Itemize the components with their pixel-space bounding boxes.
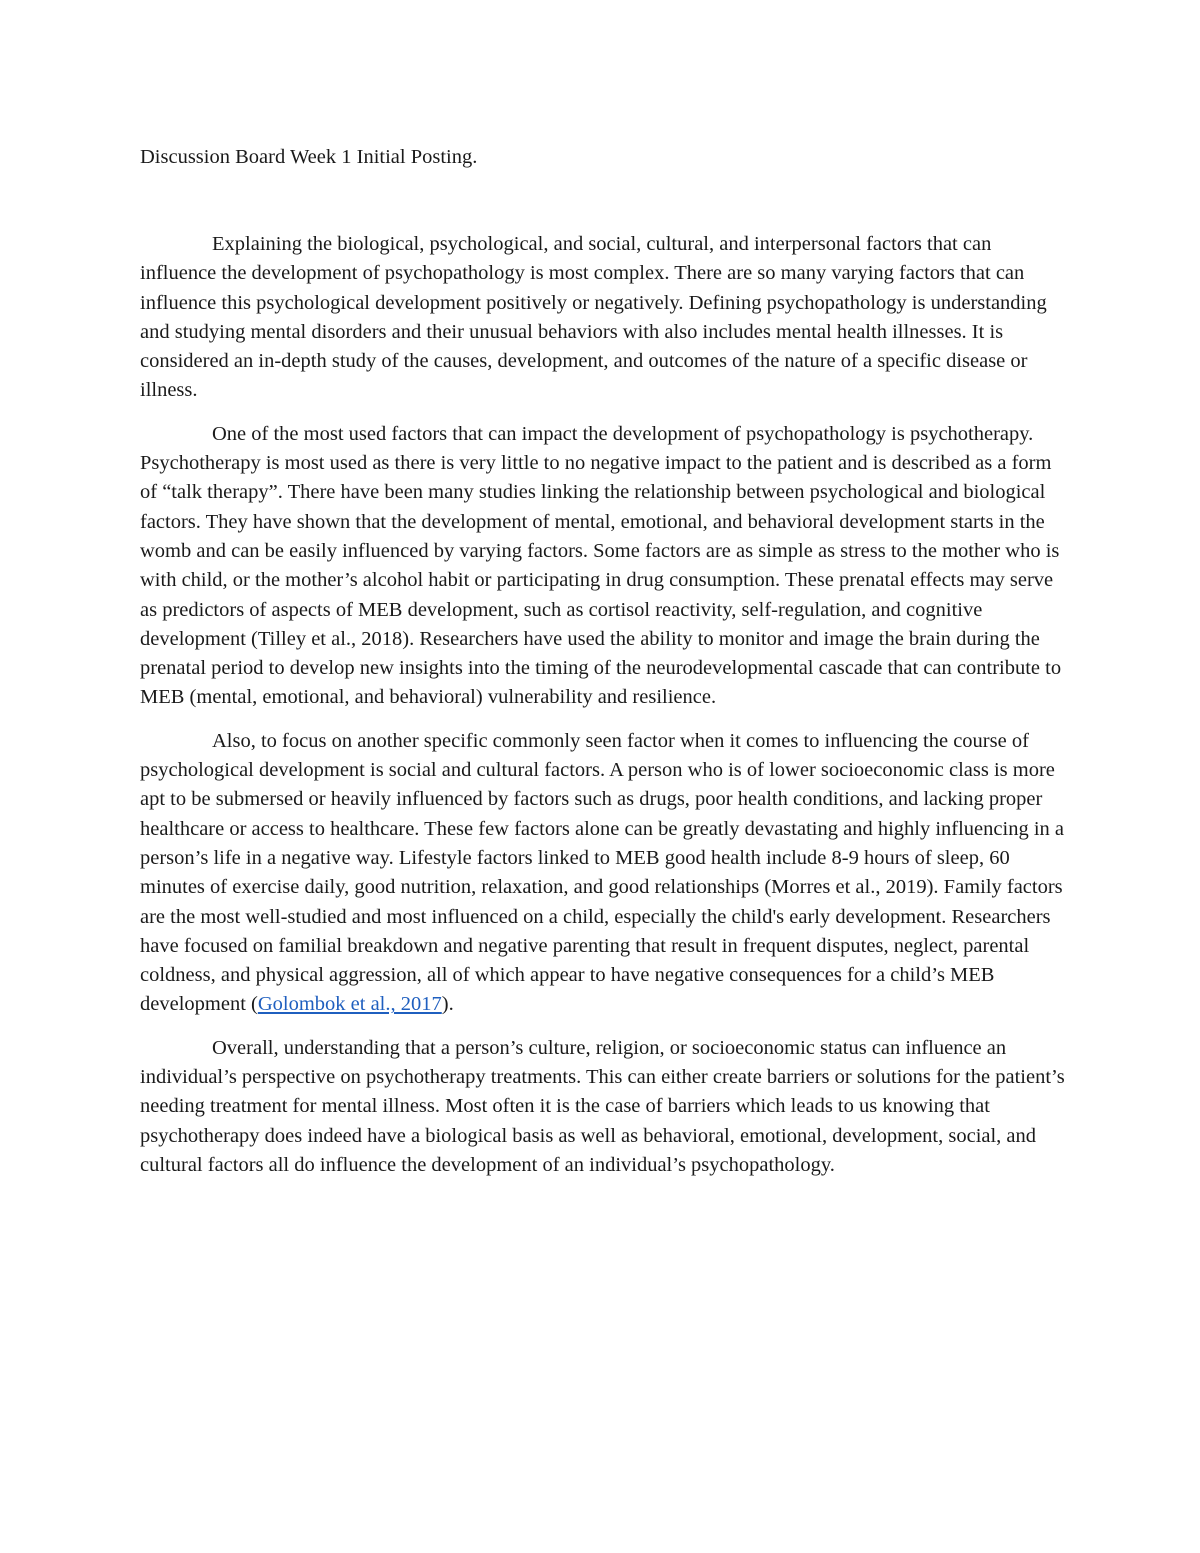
document-title: Discussion Board Week 1 Initial Posting. xyxy=(140,146,478,168)
citation-link-golombok[interactable]: Golombok et al., 2017 xyxy=(257,993,442,1016)
paragraph-social-cultural xyxy=(140,727,1065,1020)
document-body xyxy=(140,230,1065,1194)
paragraph-psychotherapy: One of the most used factors that can impact the development of psychopathology is psychotherapy. Psychotherapy is most used as there is very little to no negative impact to the patient and is described as a form of “talk therapy”. There have been many studies linking the relationship between psychological and biological factors. They have shown that the development of mental, emotional, and behavioral development starts in the womb and can be easily influenced by varying factors. Some factors are as simple as stress to the mother who is with child, or the mother’s alcohol habit or participating in drug consumption. These prenatal effects may serve as predictors of aspects of MEB development, such as cortisol reactivity, self-regulation, and cognitive development (Tilley et al., 2018). Researchers have used the ability to monitor and image the brain during the prenatal period to develop new insights into the timing of the neurodevelopmental cascade that can contribute to MEB (mental, emotional, and behavioral) vulnerability and resilience. xyxy=(140,422,1062,709)
paragraph-social-cultural-end: ). xyxy=(441,993,454,1016)
paragraph-conclusion: Overall, understanding that a person’s culture, religion, or socioeconomic status can influence an individual’s perspective on psychotherapy treatments. This can either create barriers or solutions for the patient’s needing treatment for mental illness. Most often it is the case of barriers which leads to us knowing that psychotherapy does indeed have a biological basis as well as behavioral, emotional, development, social, and cultural factors all do influence the development of an individual’s psychopathology. xyxy=(140,1036,1065,1176)
paragraph-social-cultural-text: Also, to focus on another specific commonly seen factor when it comes to influencing the course of psychological development is social and cultural factors. A person who is of lower socioeconomic class is more apt to be submersed or heavily influenced by factors such as drugs, poor health conditions, and lacking proper healthcare or access to healthcare. These few factors alone can be greatly devastating and highly influencing in a person’s life in a negative way. Lifestyle factors linked to MEB good health include 8-9 hours of sleep, 60 minutes of exercise daily, good nutrition, relaxation, and good relationships (Morres et al., 2019). Family factors are the most well-studied and most influenced on a child, especially the child's early development. Researchers have focused on familial breakdown and negative parenting that result in frequent disputes, neglect, parental coldness, and physical aggression, all of which appear to have negative consequences for a child’s MEB development ( xyxy=(140,729,1064,1016)
paragraph-introduction: Explaining the biological, psychological, and social, cultural, and interpersonal factors that can influence the development of psychopathology is most complex. There are so many varying factors that can influence this psychological development positively or negatively. Defining psychopathology is understanding and studying mental disorders and their unusual behaviors with also includes mental health illnesses. It is considered an in-depth study of the causes, development, and outcomes of the nature of a specific disease or illness. xyxy=(140,233,1047,402)
